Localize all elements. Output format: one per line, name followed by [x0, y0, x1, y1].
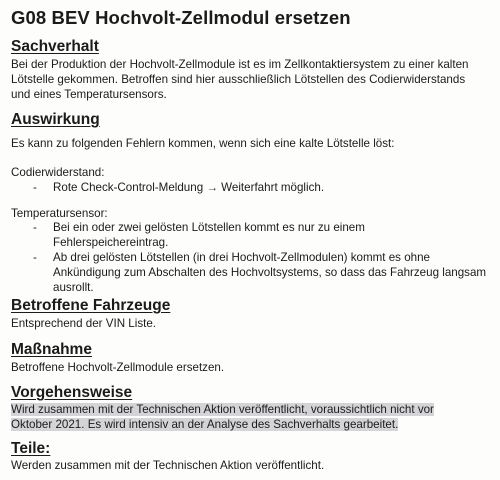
- heading-sachverhalt: Sachverhalt: [11, 38, 99, 55]
- temperatursensor-bullet-2: [33, 250, 493, 295]
- temperatursensor-label: [11, 206, 493, 221]
- codierwiderstand-bullet-text: Rote Check-Control-Meldung → Weiterfahrt möglich.: [53, 181, 325, 194]
- codierwiderstand-bullet: [33, 180, 493, 195]
- highlighted-text: Oktober 2021. Es wird intensiv an der Analyse des Sachverhalts gearbeitet.: [11, 418, 399, 431]
- massnahme-text: [11, 360, 493, 375]
- betroffene-text: [11, 316, 493, 331]
- highlighted-text: Wird zusammen mit der Technischen Aktion veröffentlicht, voraussichtlich nicht vor: [11, 403, 434, 416]
- teile-text: [11, 458, 493, 473]
- heading-auswirkung: Auswirkung: [11, 111, 100, 128]
- sachverhalt-line: und eines Temperatursensors.: [11, 88, 167, 101]
- teile-text-line: Werden zusammen mit der Technischen Aktion veröffentlicht.: [11, 459, 325, 472]
- bullet-line: Bei ein oder zwei gelösten Lötstellen kommt es nur zu einem: [53, 221, 365, 234]
- temperatursensor-bullet-1: [33, 220, 493, 250]
- codierwiderstand-label: [11, 165, 493, 180]
- heading-massnahme: Maßnahme: [11, 341, 92, 358]
- sachverhalt-paragraph: [11, 57, 493, 102]
- bullet-line: ausrollt.: [53, 281, 94, 294]
- temperatursensor-label-text: Temperatursensor:: [11, 207, 108, 220]
- bullet-dash: -: [33, 221, 37, 234]
- bullet-dash: -: [33, 181, 37, 194]
- bullet-line: Ankündigung zum Abschalten des Hochvoltsystems, so dass das Fahrzeug langsam: [53, 266, 487, 279]
- bullet-line: Ab drei gelösten Lötstellen (in drei Hochvolt-Zellmodulen) kommt es ohne: [53, 251, 430, 264]
- heading-betroffene-fahrzeuge: Betroffene Fahrzeuge: [11, 297, 171, 314]
- heading-teile: Teile:: [11, 440, 51, 457]
- betroffene-text-line: Entsprechend der VIN Liste.: [11, 317, 157, 330]
- document-title: G08 BEV Hochvolt-Zellmodul ersetzen: [11, 7, 351, 28]
- auswirkung-intro: [11, 136, 493, 151]
- bullet-dash: -: [33, 251, 37, 264]
- sachverhalt-line: Lötstelle gekommen. Betroffen sind hier ausschließlich Lötstellen des Codierwiderstands: [11, 73, 466, 86]
- codierwiderstand-label-text: Codierwiderstand:: [11, 166, 105, 179]
- vorgehensweise-paragraph: [11, 402, 493, 432]
- heading-vorgehensweise: Vorgehensweise: [11, 384, 133, 401]
- auswirkung-intro-text: Es kann zu folgenden Fehlern kommen, wenn sich eine kalte Lötstelle löst:: [11, 137, 395, 150]
- massnahme-text-line: Betroffene Hochvolt-Zellmodule ersetzen.: [11, 361, 225, 374]
- bullet-line: Fehlerspeichereintrag.: [53, 236, 169, 249]
- sachverhalt-line: Bei der Produktion der Hochvolt-Zellmodule ist es im Zellkontaktiersystem zu einer kalten: [11, 58, 469, 71]
